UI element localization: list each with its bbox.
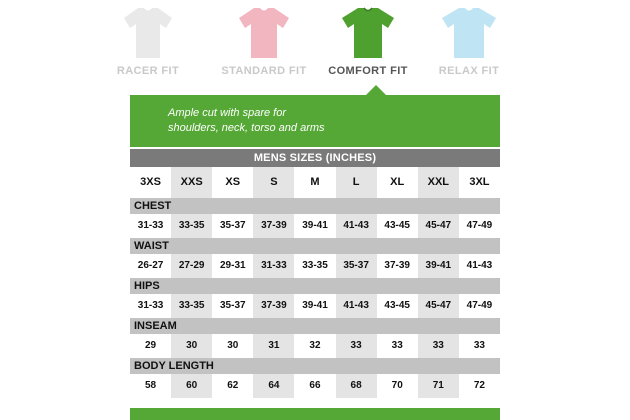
fit-label-standard: STANDARD FIT bbox=[221, 65, 307, 77]
table-row-inseam bbox=[130, 334, 500, 358]
size-header-cell: 3XS bbox=[130, 167, 171, 198]
table-cell: 31 bbox=[253, 334, 294, 358]
table-cell: 43-45 bbox=[377, 214, 418, 238]
table-cell: 35-37 bbox=[336, 254, 377, 278]
size-header-cell: XXS bbox=[171, 167, 212, 198]
tshirt-icon bbox=[338, 4, 398, 60]
table-cell: 62 bbox=[212, 374, 253, 398]
table-cell: 30 bbox=[212, 334, 253, 358]
table-cell: 35-37 bbox=[212, 294, 253, 318]
fit-option-comfort[interactable] bbox=[320, 0, 416, 92]
fit-label-racer: RACER FIT bbox=[116, 65, 180, 77]
section-label-chest: CHEST bbox=[130, 198, 500, 214]
table-cell: 33-35 bbox=[171, 294, 212, 318]
size-header-cell: XL bbox=[377, 167, 418, 198]
table-cell: 47-49 bbox=[459, 214, 500, 238]
table-cell: 45-47 bbox=[418, 214, 459, 238]
table-cell: 41-43 bbox=[336, 214, 377, 238]
table-cell: 68 bbox=[336, 374, 377, 398]
fit-selector bbox=[116, 0, 500, 92]
selected-fit-pointer bbox=[366, 85, 386, 95]
size-header-cell: XS bbox=[212, 167, 253, 198]
table-row-chest bbox=[130, 214, 500, 238]
tshirt-icon bbox=[438, 4, 500, 60]
table-cell: 33-35 bbox=[294, 254, 335, 278]
section-label-hips: HIPS bbox=[130, 278, 500, 294]
fit-description-line: Ample cut with spare for bbox=[168, 107, 286, 119]
table-row-waist bbox=[130, 254, 500, 278]
table-cell: 35-37 bbox=[212, 214, 253, 238]
table-cell: 33-35 bbox=[171, 214, 212, 238]
table-cell: 33 bbox=[377, 334, 418, 358]
table-cell: 72 bbox=[459, 374, 500, 398]
size-table bbox=[130, 149, 500, 398]
table-cell: 39-41 bbox=[294, 214, 335, 238]
section-label-waist: WAIST bbox=[130, 238, 500, 254]
table-cell: 45-47 bbox=[418, 294, 459, 318]
table-cell: 33 bbox=[459, 334, 500, 358]
table-row-hips bbox=[130, 294, 500, 318]
table-cell: 31-33 bbox=[130, 214, 171, 238]
fit-label-relax: RELAX FIT bbox=[438, 65, 500, 77]
table-cell: 31-33 bbox=[253, 254, 294, 278]
table-cell: 41-43 bbox=[336, 294, 377, 318]
table-cell: 37-39 bbox=[377, 254, 418, 278]
table-cell: 64 bbox=[253, 374, 294, 398]
size-header-cell: 3XL bbox=[459, 167, 500, 198]
size-header-cell: L bbox=[336, 167, 377, 198]
table-cell: 47-49 bbox=[459, 294, 500, 318]
fit-description bbox=[168, 106, 488, 136]
fit-description-line: shoulders, neck, torso and arms bbox=[168, 122, 325, 134]
fit-option-standard[interactable] bbox=[214, 0, 314, 92]
table-cell: 33 bbox=[418, 334, 459, 358]
section-label-inseam: INSEAM bbox=[130, 318, 500, 334]
size-header-row bbox=[130, 167, 500, 198]
size-table-title: MENS SIZES (INCHES) bbox=[130, 149, 500, 167]
table-cell: 39-41 bbox=[418, 254, 459, 278]
fit-description-banner bbox=[130, 95, 500, 147]
table-footer-bar bbox=[130, 408, 500, 420]
table-cell: 29 bbox=[130, 334, 171, 358]
table-cell: 33 bbox=[336, 334, 377, 358]
table-cell: 31-33 bbox=[130, 294, 171, 318]
table-cell: 41-43 bbox=[459, 254, 500, 278]
table-cell: 66 bbox=[294, 374, 335, 398]
size-header-cell: M bbox=[294, 167, 335, 198]
table-cell: 37-39 bbox=[253, 294, 294, 318]
section-label-body-length: BODY LENGTH bbox=[130, 358, 500, 374]
table-cell: 58 bbox=[130, 374, 171, 398]
size-chart-panel bbox=[116, 0, 500, 420]
size-header-cell: XXL bbox=[418, 167, 459, 198]
tshirt-icon bbox=[120, 4, 176, 60]
table-cell: 27-29 bbox=[171, 254, 212, 278]
fit-option-racer[interactable] bbox=[116, 0, 180, 92]
table-row-body-length bbox=[130, 374, 500, 398]
fit-label-comfort: COMFORT FIT bbox=[328, 65, 408, 77]
table-cell: 26-27 bbox=[130, 254, 171, 278]
table-cell: 30 bbox=[171, 334, 212, 358]
table-cell: 29-31 bbox=[212, 254, 253, 278]
tshirt-icon bbox=[235, 4, 293, 60]
table-cell: 70 bbox=[377, 374, 418, 398]
table-cell: 60 bbox=[171, 374, 212, 398]
fit-option-relax[interactable] bbox=[426, 0, 512, 92]
table-cell: 71 bbox=[418, 374, 459, 398]
table-cell: 32 bbox=[294, 334, 335, 358]
table-cell: 37-39 bbox=[253, 214, 294, 238]
table-cell: 39-41 bbox=[294, 294, 335, 318]
table-cell: 43-45 bbox=[377, 294, 418, 318]
size-header-cell: S bbox=[253, 167, 294, 198]
